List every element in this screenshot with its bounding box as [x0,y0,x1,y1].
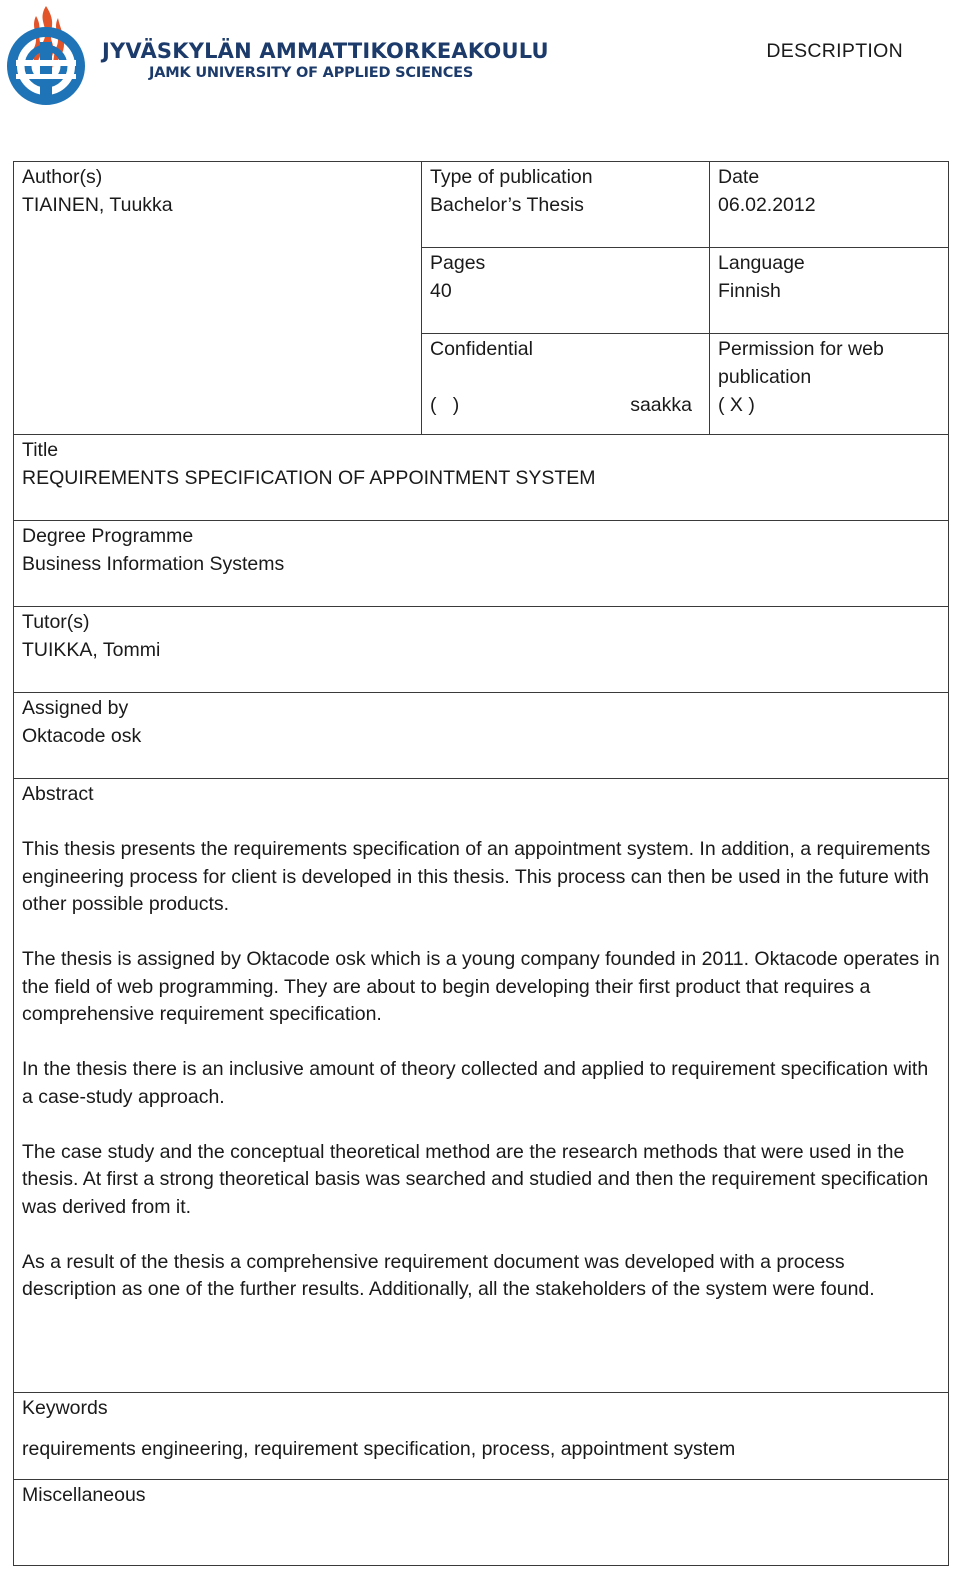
abstract-paragraph: The thesis is assigned by Oktacode osk which is a young company founded in 2011. Oktacode operates in the field of web programming. They are about to begin developing their first product that requires a comprehensive requirement specification. [22,948,940,1025]
keywords-label: Keywords [22,1397,108,1419]
language-label: Language [718,252,805,274]
permission-checkbox[interactable]: ( X ) [718,393,755,416]
author-cell [13,161,422,435]
date-cell [709,161,949,248]
assigned-cell [13,692,949,779]
document-type: DESCRIPTION [766,40,903,62]
permission-cell [709,333,949,435]
language-value: Finnish [718,279,781,302]
misc-label: Miscellaneous [22,1484,146,1506]
title-cell [13,434,949,521]
confidential-cell [421,333,710,435]
confidential-until-label: saakka [630,393,692,416]
author-label: Author(s) [22,166,103,188]
title-label: Title [22,439,59,461]
abstract-paragraph: As a result of the thesis a comprehensive requirement document was developed with a process description as one of the further results. Additionally, all the stakeholders of the system were found. [22,1250,875,1300]
confidential-label: Confidential [430,338,533,360]
date-value: 06.02.2012 [718,193,816,216]
date-label: Date [718,166,760,188]
abstract-paragraph: The case study and the conceptual theoretical method are the research methods that were used in the thesis. At first a strong theoretical basis was searched and studied and then the requirement specification was derived from it. [22,1140,929,1218]
pub-type-value: Bachelor’s Thesis [430,193,584,216]
confidential-checkbox[interactable]: ( ) [430,393,460,416]
degree-cell [13,520,949,607]
abstract-paragraph: In the thesis there is an inclusive amount of theory collected and applied to requirement specification with a case-study approach. [22,1058,929,1108]
page-header [0,0,960,130]
tutor-cell [13,606,949,693]
pages-value: 40 [430,279,452,302]
pub-type-label: Type of publication [430,166,593,188]
pages-cell [421,247,710,334]
abstract-cell [13,778,949,1393]
tutor-value: TUIKKA, Tommi [22,638,161,661]
author-value: TIAINEN, Tuukka [22,193,173,216]
language-cell [709,247,949,334]
abstract-paragraph: This thesis presents the requirements specification of an appointment system. In addition, a requirements engineering process for client is developed in this thesis. This process can then be used in the future with other possible products. [22,838,931,915]
assigned-label: Assigned by [22,697,129,719]
pages-label: Pages [430,252,486,274]
tutor-label: Tutor(s) [22,611,90,633]
jamk-logo-icon [6,2,86,110]
degree-value: Business Information Systems [22,552,285,575]
org-name: JYVÄSKYLÄN AMMATTIKORKEAKOULU [102,39,549,63]
assigned-value: Oktacode osk [22,724,142,747]
logo-wordmark [102,38,549,82]
permission-label: Permission for web publication [718,338,884,388]
org-name-english: JAMK UNIVERSITY OF APPLIED SCIENCES [149,65,474,81]
keywords-cell [13,1392,949,1480]
description-form [13,161,949,1566]
degree-label: Degree Programme [22,525,194,547]
abstract-label: Abstract [22,783,94,805]
pub-type-cell [421,161,710,248]
misc-cell [13,1479,949,1566]
keywords-value: requirements engineering, requirement specification, process, appointment system [22,1437,736,1460]
title-value: REQUIREMENTS SPECIFICATION OF APPOINTMENT SYSTEM [22,466,596,489]
